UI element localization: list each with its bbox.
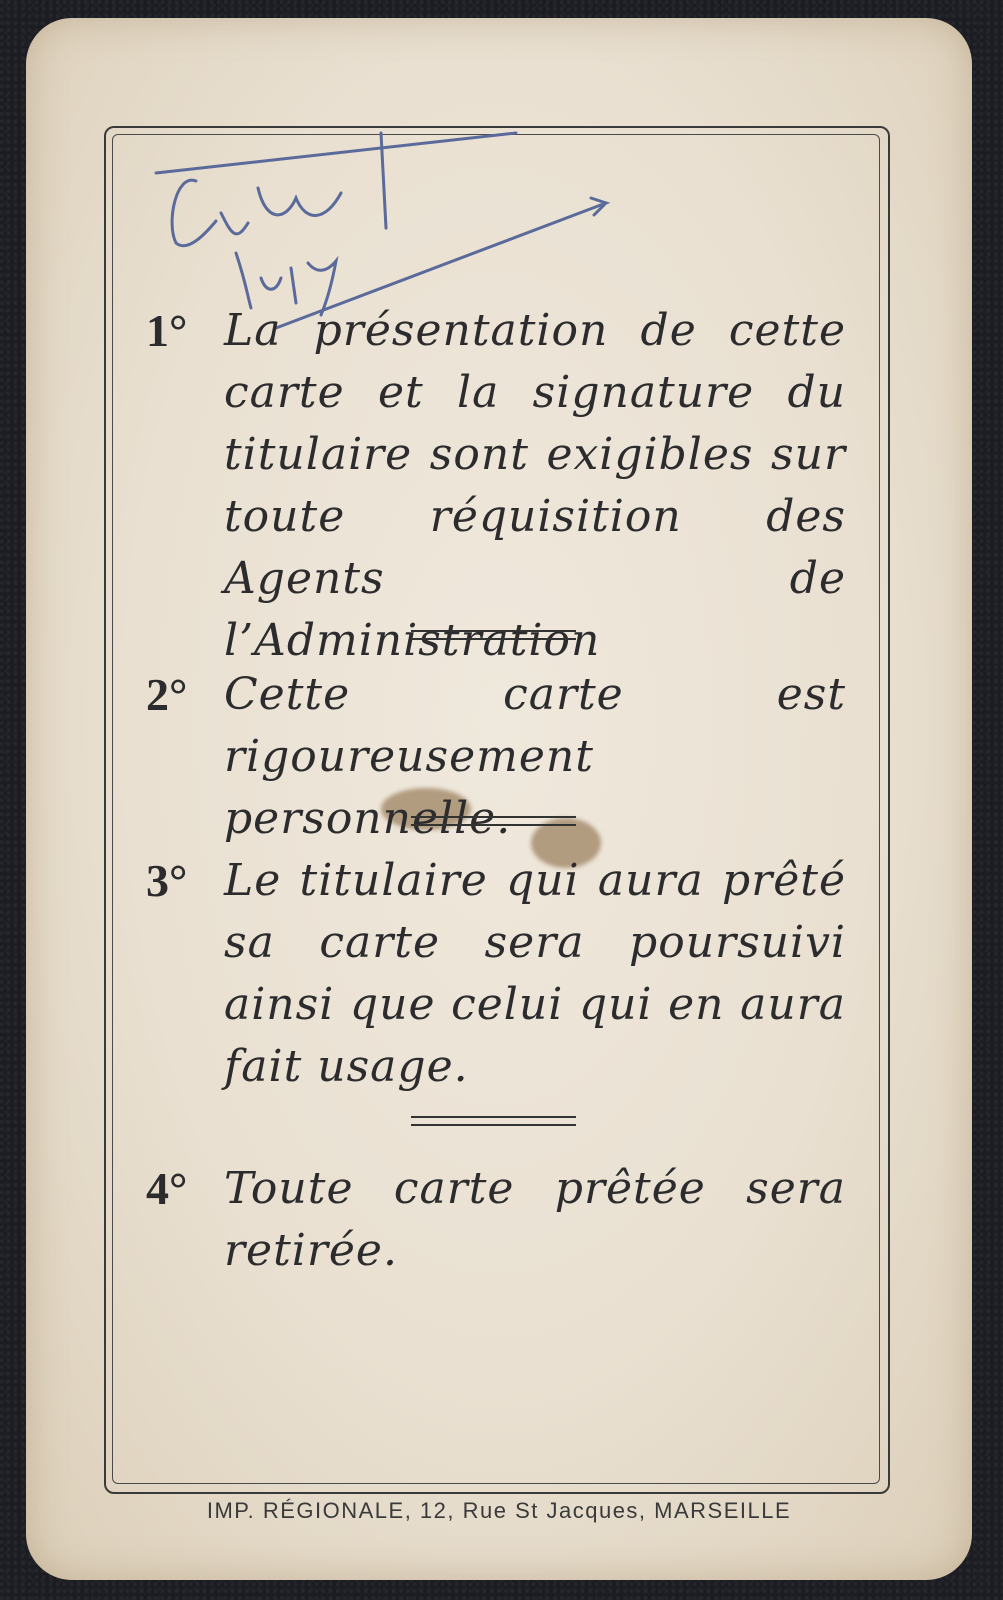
clause-number: 1°: [146, 305, 188, 356]
clause-text: Le titulaire qui aura prêté sa carte sera poursuivi ainsi que celui qui en aura fait usage.: [224, 855, 846, 1092]
clause-number: 2°: [146, 669, 188, 720]
double-rule-divider: [411, 630, 576, 640]
double-rule-divider: [411, 1116, 576, 1126]
clause-3: [146, 850, 846, 1098]
clause-text: Toute carte prêtée sera retirée.: [224, 1163, 846, 1276]
clause-number: 4°: [146, 1163, 188, 1214]
double-rule-divider: [411, 816, 576, 826]
printer-imprint: IMP. RÉGIONALE, 12, Rue St Jacques, MARSEILLE: [206, 1498, 792, 1523]
clause-text: Cette carte est rigoureusement personnelle.: [224, 669, 846, 844]
clause-number: 3°: [146, 855, 188, 906]
membership-card-back: [26, 18, 972, 1580]
clause-text: La présentation de cette carte et la signature du titulaire sont exigibles sur toute réquisition des Agents de l’Administration: [224, 305, 846, 666]
clause-4: [146, 1158, 846, 1282]
clause-1: [146, 300, 846, 672]
